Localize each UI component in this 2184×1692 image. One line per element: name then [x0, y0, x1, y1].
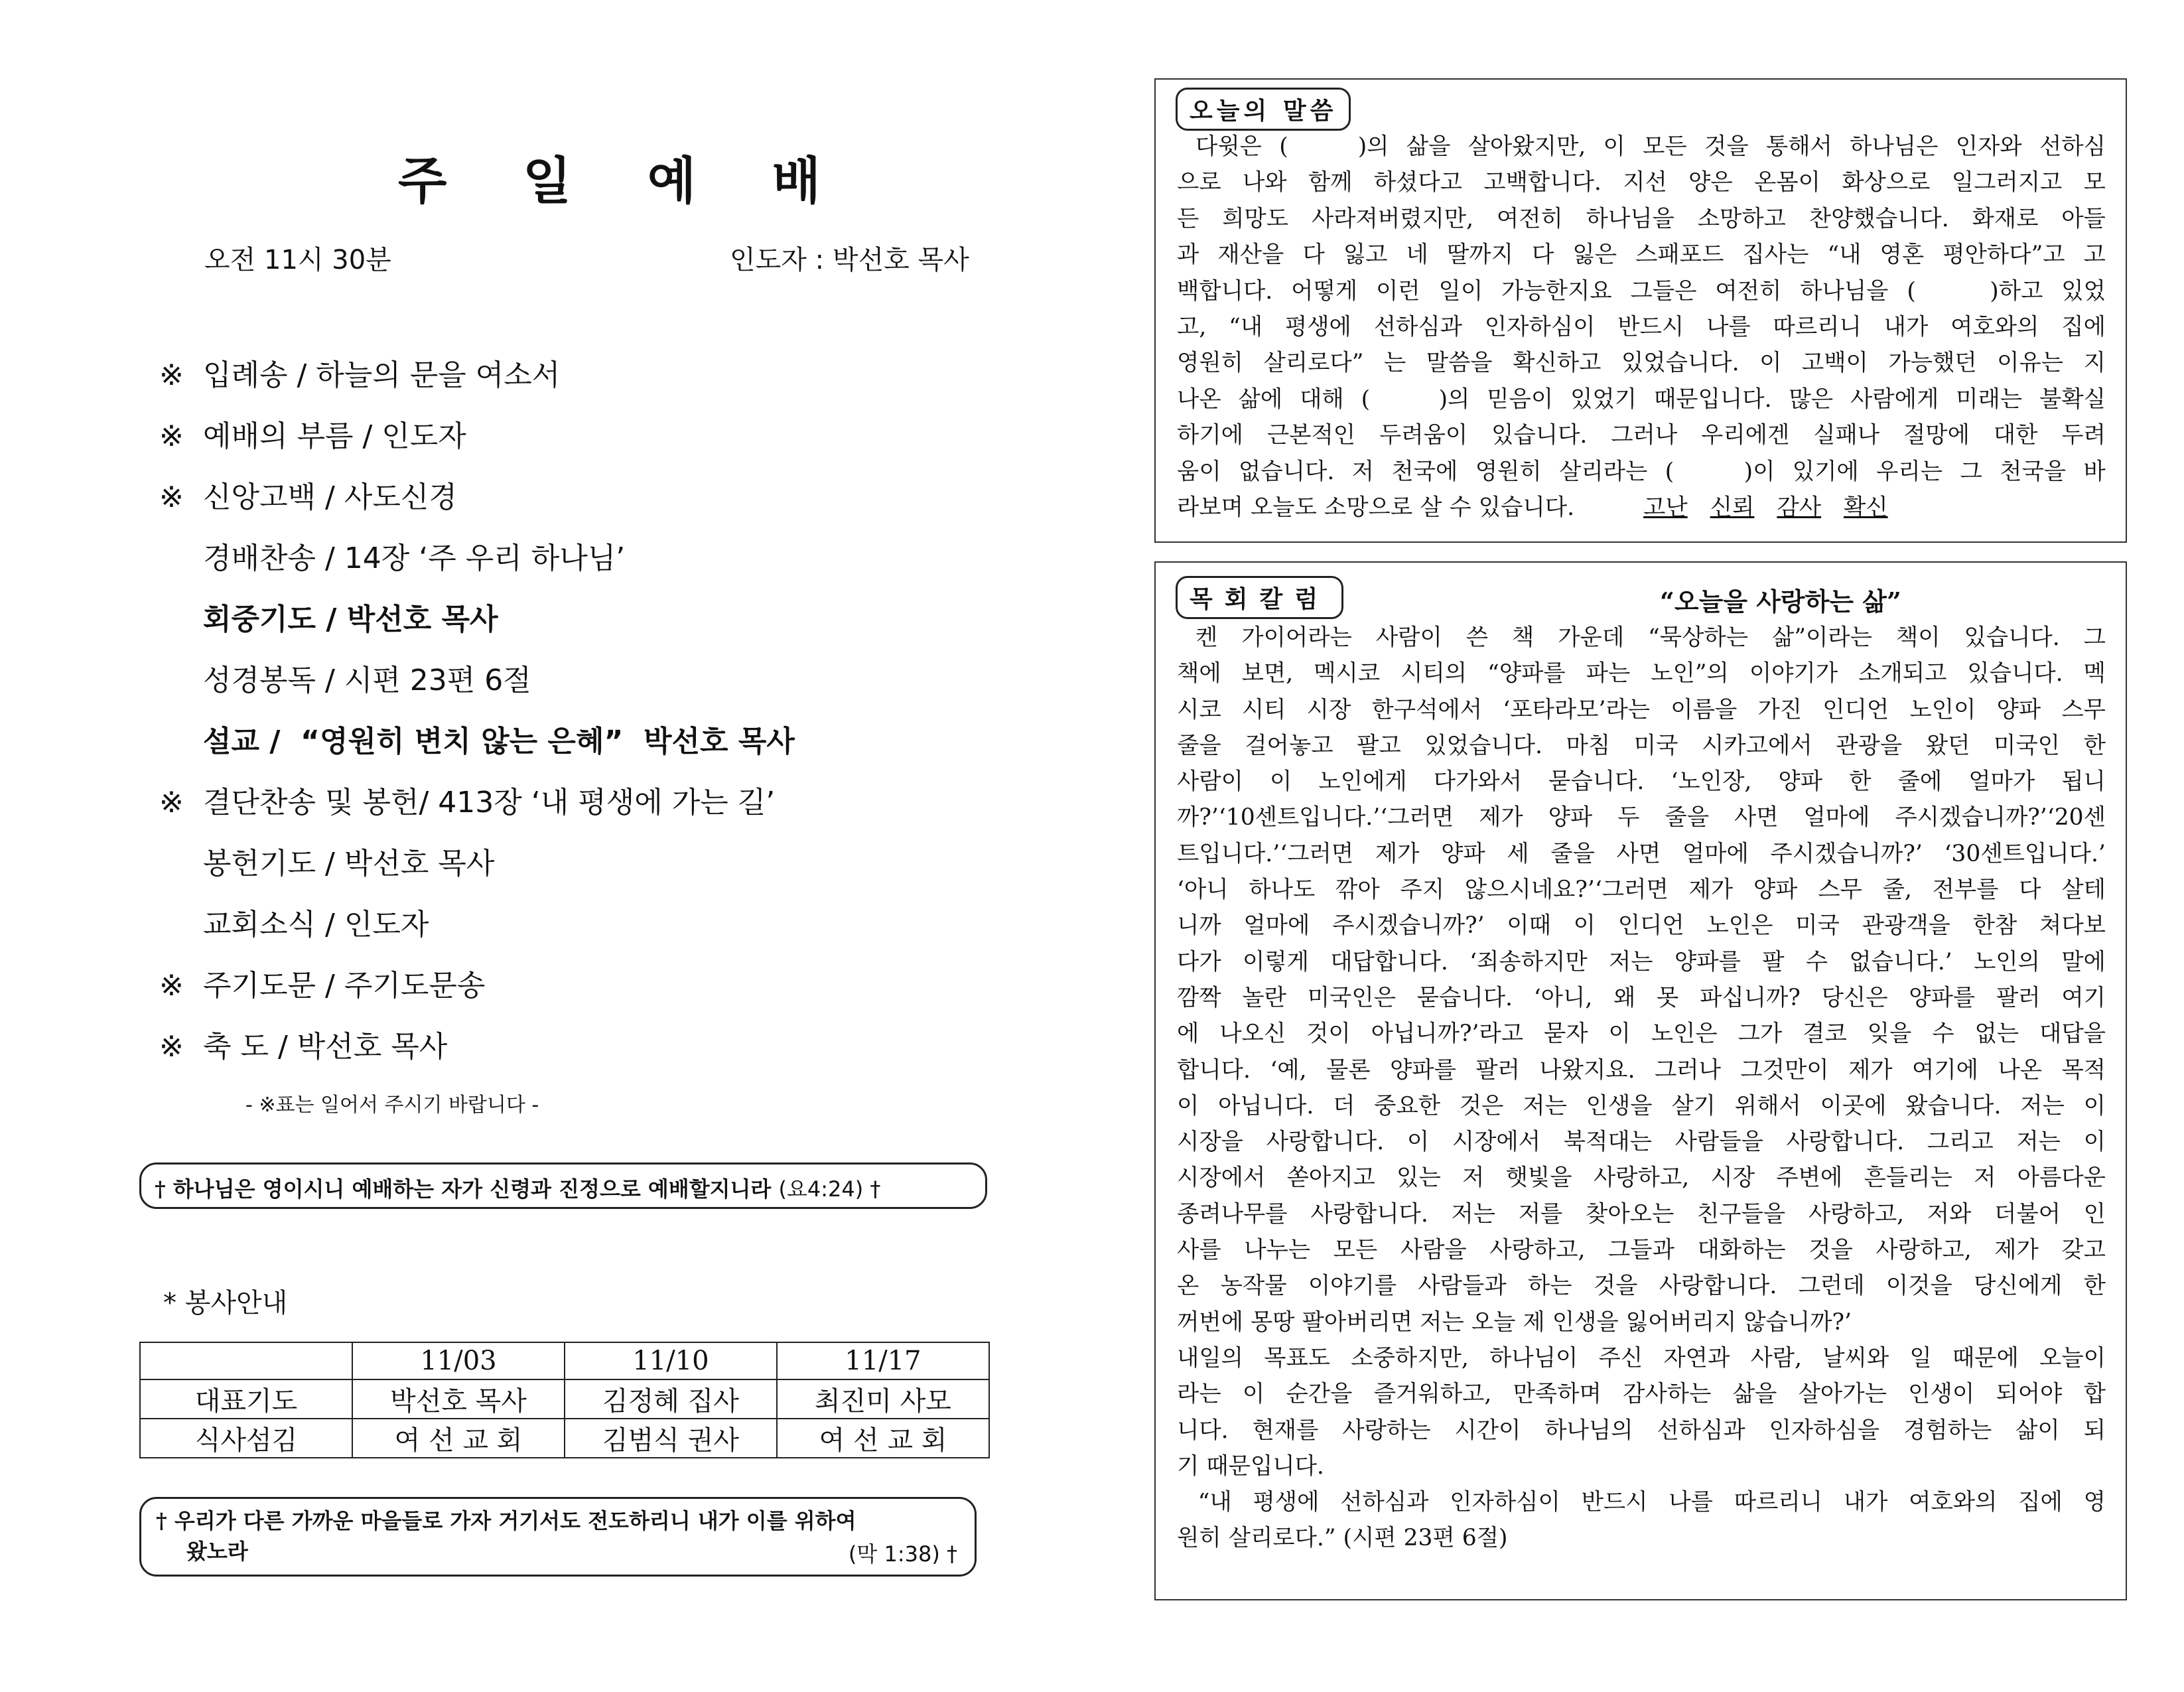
- order-item: [159, 711, 1022, 772]
- order-item: [159, 833, 1022, 894]
- order-item-text: 결단찬송 및 봉헌/ 413장 ‘내 평생에 가는 길’: [203, 786, 776, 819]
- scripture-text: 왔노라: [186, 1539, 248, 1564]
- role-cell: 식사섬김: [140, 1419, 352, 1458]
- order-item: [159, 650, 1022, 711]
- table-row: [140, 1419, 989, 1458]
- standing-mark: ※: [159, 480, 184, 514]
- order-item-text: 성경봉독 / 시편 23편 6절: [203, 664, 531, 697]
- date-header: 11/10: [565, 1342, 777, 1379]
- text-line: 사람이 이 노인에게 다가와서 묻습니다. ‘노인장, 양파 한 줄에 얼마가 됩니: [1177, 768, 2106, 796]
- text-line: 다윗은 ( )의 삶을 살아왔지만, 이 모든 것을 통해서 하나님은 인자와 선하심: [1195, 133, 2106, 160]
- standing-mark: ※: [159, 1030, 184, 1064]
- column-title: “오늘을 사랑하는 삶”: [1660, 587, 1901, 616]
- answer-word: 고난: [1643, 494, 1688, 521]
- order-item: [159, 589, 1022, 650]
- order-item-text: 회중기도 / 박선호 목사: [203, 602, 498, 636]
- order-item: [159, 955, 1022, 1017]
- text-line: 에 나오신 것이 아닙니까?’라고 묻자 이 노인은 그가 결코 잊을 수 없는 대답을: [1177, 1021, 2106, 1048]
- order-item: [159, 528, 1022, 589]
- order-item: [159, 1017, 1022, 1078]
- text-line: 트입니다.’‘그러면 제가 양파 세 줄을 사면 얼마에 주시겠습니까?’ ‘30센트입니다.’: [1177, 840, 2106, 867]
- order-item: [159, 772, 1022, 833]
- text-line: 종려나무를 사랑합니다. 저는 저를 찾아오는 친구들을 사랑하고, 저와 더불어 인: [1177, 1200, 2106, 1228]
- text-line: 움이 없습니다. 저 천국에 영원히 살리라는 ( )이 있기에 우리는 그 천국을 바: [1177, 458, 2106, 485]
- text-line: 백합니다. 어떻게 이런 일이 가능한지요 그들은 여전히 하나님을 ( )하고 있었: [1177, 277, 2106, 305]
- table-cell: 김정혜 집사: [565, 1379, 777, 1419]
- text-line: 깜짝 놀란 미국인은 묻습니다. ‘아니, 왜 못 파십니까? 당신은 양파를 팔러 여기: [1177, 984, 2106, 1011]
- order-item-text: 입례송 / 하늘의 문을 여소서: [203, 358, 561, 392]
- order-item: [159, 345, 1022, 406]
- text-line: 합니다. ‘예, 물론 양파를 팔러 나왔지요. 그러나 그것만이 제가 여기에 나온 목적: [1177, 1056, 2106, 1084]
- text-line: 책에 보면, 멕시코 시티의 “양파를 파는 노인”의 이야기가 소개되고 있습니다. 멕: [1177, 660, 2106, 687]
- order-item-text: 경배찬송 / 14장 ‘주 우리 하나님’: [203, 541, 626, 575]
- pastor-column-heading: 목회칼럼: [1176, 576, 1343, 619]
- table-cell: 박선호 목사: [352, 1379, 565, 1419]
- todays-word-heading: 오늘의 말씀: [1176, 88, 1351, 131]
- text-line: 시장에서 쏟아지고 있는 저 햇빛을 사랑하고, 시장 주변에 흔들리는 저 아름다운: [1177, 1164, 2106, 1192]
- service-leader: 인도자 : 박선호 목사: [730, 245, 969, 275]
- date-header: 11/17: [777, 1342, 989, 1379]
- scripture-reference: (막 1:38) †: [848, 1541, 957, 1567]
- text-line: 과 재산을 다 잃고 네 딸까지 다 잃은 스패포드 집사는 “내 영혼 평안하다”고 고: [1177, 242, 2106, 269]
- scripture-box: [139, 1163, 987, 1209]
- text-line: 줄을 걸어놓고 팔고 있었습니다. 마침 미국 시카고에서 관광을 왔던 미국인 한: [1177, 732, 2106, 759]
- standing-mark: ※: [159, 419, 184, 453]
- service-heading: * 봉사안내: [163, 1288, 288, 1318]
- text-line: 으로 나와 함께 하셨다고 고백합니다. 지선 양은 온몸이 화상으로 일그러지고 모: [1177, 169, 2106, 196]
- order-item-text: 축 도 / 박선호 목사: [203, 1030, 448, 1064]
- page-title: 주 일 예 배: [398, 151, 851, 210]
- text-line: 이 아닙니다. 더 중요한 것은 저는 인생을 살기 위해서 이곳에 왔습니다. 저는 이: [1177, 1092, 2106, 1119]
- date-header: 11/03: [352, 1342, 565, 1379]
- text-line: 다가 이렇게 대답합니다. ‘죄송하지만 저는 양파를 팔 수 없습니다.’ 노인의 말에: [1177, 948, 2106, 975]
- scripture-reference: (요4:24) †: [778, 1176, 881, 1202]
- role-cell: 대표기도: [140, 1379, 352, 1419]
- todays-word-panel: [1154, 78, 2127, 543]
- service-time: 오전 11시 30분: [204, 245, 391, 275]
- text-line: 영원히 살리로다” 는 말씀을 확신하고 있었습니다. 이 고백이 가능했던 이유는 지: [1177, 350, 2106, 377]
- scripture-text: † 우리가 다른 가까운 마을들로 가자 거기서도 전도하리니 내가 이를 위하여: [156, 1508, 856, 1533]
- text-line: 내일의 목표도 소중하지만, 하나님이 주신 자연과 사람, 날씨와 일 때문에 오늘이: [1177, 1344, 2106, 1372]
- table-corner-cell: [140, 1342, 352, 1379]
- text-line: 고, “내 평생에 선하심과 인자하심이 반드시 나를 따르리니 내가 여호와의 집에: [1177, 313, 2106, 340]
- order-item-text: 교회소식 / 인도자: [203, 908, 429, 942]
- text-line: 시장을 사랑합니다. 이 시장에서 북적대는 사람들을 사랑합니다. 그리고 저는 이: [1177, 1129, 2106, 1156]
- text-line: 하기에 근본적인 두려움이 있습니다. 그러나 우리에겐 실패나 절망에 대한 두려: [1177, 422, 2106, 449]
- table-row: [140, 1379, 989, 1419]
- column-text: [1177, 620, 2106, 1557]
- order-item-text: 봉헌기도 / 박선호 목사: [203, 847, 495, 881]
- answer-word: 확신: [1844, 494, 1888, 521]
- text-line: 나온 삶에 대해 ( )의 믿음이 있었기 때문입니다. 많은 사람에게 미래는 불확실: [1177, 386, 2106, 413]
- text-line: ‘아니 하나도 깎아 주지 않으시네요?’‘그러면 제가 양파 스무 줄, 전부를 다 살테: [1177, 877, 2106, 904]
- order-item-text: 예배의 부름 / 인도자: [203, 419, 466, 453]
- text-line: 라는 이 순간을 즐거워하고, 만족하며 감사하는 삶을 살아가는 인생이 되어야 합: [1177, 1381, 2106, 1408]
- scripture-box: [139, 1497, 977, 1577]
- standing-mark: ※: [159, 969, 184, 1003]
- order-item-text: 설교 / “영원히 변치 않는 은혜” 박선호 목사: [203, 725, 795, 758]
- table-cell: 최진미 사모: [777, 1379, 989, 1419]
- service-table: [139, 1342, 990, 1458]
- pastor-column-panel: [1154, 561, 2127, 1600]
- text-line: 켄 가이어라는 사람이 쓴 책 가운데 “묵상하는 삶”이라는 책이 있습니다. 그: [1195, 624, 2106, 651]
- answer-key: [1621, 490, 1888, 526]
- text-line: 시코 시티 시장 한구석에서 ‘포타라모’라는 이름을 가진 인디언 노인이 양파 스무: [1177, 696, 2106, 723]
- todays-word-text: [1177, 129, 2106, 526]
- text-line: 기 때문입니다.: [1177, 1452, 1324, 1480]
- text-line: 니다. 현재를 사랑하는 시간이 하나님의 선하심과 인자하심을 경험하는 삶이 되: [1177, 1417, 2106, 1444]
- text-line: 꺼번에 몽땅 팔아버리면 저는 오늘 제 인생을 잃어버리지 않습니까?’: [1177, 1308, 1852, 1336]
- text-line: 원히 살리로다.” (시편 23편 6절): [1177, 1525, 1508, 1552]
- table-cell: 여 선 교 회: [352, 1419, 565, 1458]
- text-line: 니까 얼마에 주시겠습니까?’ 이때 이 인디언 노인은 미국 관광객을 한참 쳐다보: [1177, 912, 2106, 940]
- order-item-text: 신앙고백 / 사도신경: [203, 480, 457, 514]
- text-line: 까?’‘10센트입니다.’‘그러면 제가 양파 두 줄을 사면 얼마에 주시겠습니까?’‘20센: [1177, 804, 2106, 831]
- table-cell: 김범식 권사: [565, 1419, 777, 1458]
- text-line: 온 농작물 이야기를 사람들과 하는 것을 사랑합니다. 그런데 이것을 당신에게 한: [1177, 1273, 2106, 1300]
- text-line: 사를 나누는 모든 사람을 사랑하고, 그들과 대화하는 것을 사랑하고, 제가 갖고: [1177, 1237, 2106, 1264]
- answer-word: 감사: [1777, 494, 1821, 521]
- standing-mark: ※: [159, 358, 184, 392]
- order-item: [159, 894, 1022, 955]
- table-cell: 여 선 교 회: [777, 1419, 989, 1458]
- answer-word: 신뢰: [1710, 494, 1755, 521]
- order-note: - ※표는 일어서 주시기 바랍니다 -: [245, 1093, 539, 1117]
- standing-mark: ※: [159, 786, 184, 819]
- order-item: [159, 406, 1022, 467]
- table-header-row: [140, 1342, 989, 1379]
- text-line: 라보며 오늘도 소망으로 살 수 있습니다. 고난 신뢰 감사 확신: [1177, 490, 2106, 526]
- order-of-worship: [159, 345, 1022, 1078]
- text-line: “내 평생에 선하심과 인자하심이 반드시 나를 따르리니 내가 여호와의 집에 영: [1197, 1489, 2106, 1516]
- order-item: [159, 467, 1022, 528]
- order-item-text: 주기도문 / 주기도문송: [203, 969, 486, 1003]
- scripture-text: † 하나님은 영이시니 예배하는 자가 신령과 진정으로 예배할지니라: [155, 1176, 772, 1202]
- text-line: 든 희망도 사라져버렸지만, 여전히 하나님을 소망하고 찬양했습니다. 화재로 아들: [1177, 205, 2106, 232]
